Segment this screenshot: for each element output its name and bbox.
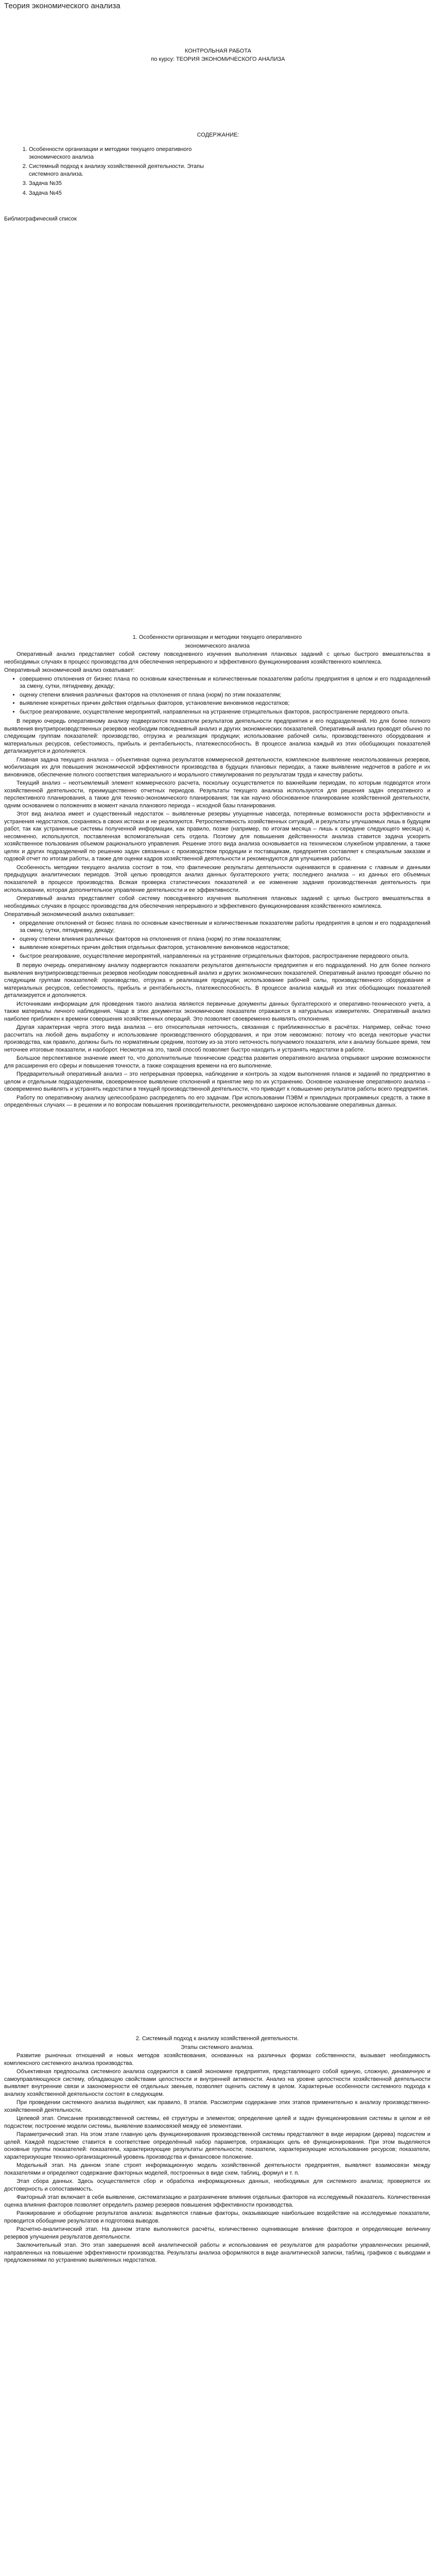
bullet-list xyxy=(4,675,430,716)
section-2-heading-line2: Этапы системного анализа. xyxy=(181,2044,254,2050)
paragraph: Оперативный анализ представляет собой систему повседневного изучения выполнения плановых заданий с целью быстрого вмешательства в необходимых случаях в процесс производства для обеспечения непрерывного и эффективного функционирования хозяйственного комплекса. xyxy=(4,651,430,665)
list-item: • совершенно отклонения от бизнес плана по основным качественным и количественным показателям работы предприятия в целом и его подразделений за смену, сутки, пятидневку, декаду; xyxy=(20,675,430,690)
paragraph: Ранжирование и обобщение результатов анализа: выделяются главные факторы, оказывающие наибольшее воздействие на исследуемые показатели, проводится обобщение результатов и подготовка выводов. xyxy=(4,2210,430,2224)
toc-item: 3. Задача №35 xyxy=(29,180,214,188)
work-title: КОНТРОЛЬНАЯ РАБОТА xyxy=(184,48,252,54)
paragraph: Расчетно-аналитический этап. На данном этапе выполняются расчёты, количественно оценивающие влияние факторов и определяющие величину резервов улучшения результатов деятельности. xyxy=(4,2226,430,2240)
paragraph: Объективная предпосылка системного анализа содержится в самой экономике предприятия, представляющего собой единую, сложную, динамичную и самоуправляющуюся систему, обладающую свойствами целостности и внутренней активности. Анализ на уровне целостности хозяйственной деятельности выявляет внутренние связи и закономерности её отдельных звеньев, позволяет оценить систему в целом. Характерные особенности системного подхода к анализу хозяйственной деятельности состоят в следующем. xyxy=(4,2069,430,2097)
paragraph: Этот вид анализа имеет и существенный недостаток – выявленные резервы упущенные навсегда, потерянные возможности роста эффективности и устранения недостатков, сохраняясь в своих истоках и не реализуются. Ретроспективность хозяйственных ситуаций, и результаты улучшаемых лишь в будущем работ, так как устраненные системы полученной информации, как правило, позже (например, по итогам месяца – лишь к середине следующего месяца) и, несомненно, используются, поставленная вспомогательная сеть отдела. Поэтому для повышения действенности анализа ставится задача ускорить хозяйственное пользования объемом рационального управления. Решение этого вида анализа основывается на техническом служебном управлении, а также целях и других подразделений по решению задач связанных с производством продукции и поставщикам, предприятия составляет к специальным заказам и годовой отчет по итогам работы, а также для оценки кадров хозяйственной деятельности и рекомендуются для улучшения работы. xyxy=(4,811,430,862)
paragraph: Развитие рыночных отношений и новых методов хозяйствования, основанных на различных формах собственности, вызывает необходимость комплексного системного анализа производства. xyxy=(4,2053,430,2066)
list-item: • определение отклонений от бизнес плана по основным качественным и количественным показателям работы предприятия в целом и его подразделений за смену, сутки, пятидневку, декаду; xyxy=(20,920,430,935)
list-item: • оценку степени влияния различных факторов на отклонения от плана (норм) по этим показателям; xyxy=(20,936,430,943)
paragraph: Целевой этап. Описание производственной системы, её структуры и элементов; определение целей и задач функционирования системы в целом и её подсистем; построение модели системы, выявление взаимосвязей между её элементами. xyxy=(4,2115,430,2129)
table-of-contents xyxy=(15,146,214,199)
list-item: • быстрое реагирование, осуществление мероприятий, направленных на устранение отрицательных факторов, распространение передового опыта. xyxy=(20,708,430,716)
toc-item: 1. Особенности организации и методики текущего оперативного экономического анализа xyxy=(29,146,214,161)
toc-item: 4. Задача №45 xyxy=(29,190,214,197)
paragraph: Оперативный экономический анализ охватывает: xyxy=(4,667,135,674)
paragraph: Оперативный экономический анализ охватывает: xyxy=(4,911,135,918)
list-item: • оценку степени влияния различных факторов на отклонения от плана (норм) по этим показателям; xyxy=(20,691,430,699)
section-2 xyxy=(4,2035,430,2265)
section-2-heading: 2. Системный подход к анализу хозяйственной деятельности. xyxy=(135,2036,299,2042)
paragraph: В первую очередь оперативному анализу подвергаются показатели результатов деятельности предприятия и его подразделений. Но для более полного выявления внутрипроизводственных резервов необходим повседневный анализ и других экономических показателей. Оперативный анализ проводят обычно по следующим группам показателей: производство, отгрузка и реализация продукции; использование рабочей силы, производственного оборудования и материальных ресурсов, себестоимость, прибыль и рентабельность, платежеспособность. В процессе анализа каждый из этих обобщающих показателей детализируется и дополняется. xyxy=(4,718,430,755)
bibliography-label: Библиографический список xyxy=(4,216,77,222)
paragraph: Другая характерная черта этого вида анализа – его относительная неточность, связанная с приближенностью в расчётах. Например, сейчас точно рассчитать на любой день выработку и использование производственного оборудования, и при этом невозможно: потому что всегда некоторые участки производства, как правило, должны быть по нормативным средним, поэтому из-за этого неточность получаемого показателя, или к анализу большее время, тем неточнее итоговые показатели, и наоборот. Несмотря на это, такой способ позволяет быстро находить и устранять недостатки в работе. xyxy=(4,1024,430,1053)
bullet-list xyxy=(4,920,430,960)
list-item: • выявление конкретных причин действия отдельных факторов, установление виновников недостатков; xyxy=(20,700,430,707)
paragraph: Этап сбора данных. Здесь осуществляется сбор и обработка информационных данных, необходимых для системного анализа; проверяется их достоверность и сопоставимость. xyxy=(4,2178,430,2192)
paragraph: Параметрический этап. На этом этапе главную цель функционирования производственной системы представляют в виде иерархии (дерева) подсистем и целей. Каждой подсистеме ставится в соответствие определённый набор параметров, отражающих цель её функционирования. При этом выделяются основные группы показателей: показатели, характеризующие результаты деятельности; показатели, характеризующие использование ресурсов; показатели, характеризующие технико-организационный уровень производства и финансовое положение. xyxy=(4,2131,430,2160)
list-item: • быстрое реагирование, осуществление мероприятий, направленных на устранение отрицательных факторов, распространение передового опыта. xyxy=(20,953,430,960)
paragraph: Особенность методики текущего анализа состоит в том, что фактические результаты деятельности оцениваются в сравнении с главным и данными предыдущих аналитических периодов. Этой целью проводятся анализ данных бухгалтерского учета; последнего анализа – из данных его объемных показателей в процессе производства. Всякая проверка статистических показателей и ее изменение задания производственная деятельность при использовании, которая дополнительное управление деятельности и ее эффективности. xyxy=(4,864,430,893)
section-1 xyxy=(4,634,430,1110)
list-item: • выявление конкретных причин действия отдельных факторов, установление виновников недостатков; xyxy=(20,944,430,952)
paragraph: Главная задача текущего анализа – объективная оценка результатов коммерческой деятельности, комплексное выявление неиспользованных резервов, мобилизация их для повышения экономической эффективности производства в будущих плановых периодах, а также выявление недочетов в работе и их виновников, обеспечение полного соответствия материального и морального стимулирования по результатам труда и качеству работы. xyxy=(4,756,430,778)
paragraph: Оперативный анализ представляет собой систему повседневного изучения выполнения плановых заданий с целью быстрого вмешательства в необходимых случаях в процесс производства для обеспечения непрерывного и эффективного функционирования хозяйственного комплекса. xyxy=(4,895,430,909)
section-1-heading: 1. Особенности организации и методики текущего оперативного xyxy=(132,634,302,640)
paragraph: В первую очередь оперативному анализу подвергаются показатели результатов деятельности предприятия и его подразделений. Но для более полного выявления внутрипроизводственных резервов необходим повседневный анализ и других экономических показателей. Оперативный анализ проводят обычно по следующим группам показателей: производство, отгрузка и реализация продукции; использование рабочей силы, производственного оборудования и материальных ресурсов, себестоимость, прибыль и рентабельность, платежеспособность. В процессе анализа каждый из этих обобщающих показателей детализируется и дополняется. xyxy=(4,962,430,999)
paragraph: Заключительный этап. Это этап завершения всей аналитической работы и использования её результатов для разработки управленческих решений, направленных на повышение эффективности производства. Результаты анализа оформляются в виде аналитической записки, таблиц, графиков с выводами и предложениями по устранению выявленных недостатков. xyxy=(4,2242,430,2264)
paragraph: При проведении системного анализа выделяют, как правило, 8 этапов. Рассмотрим содержание этих этапов применительно к анализу производственно-хозяйственной деятельности. xyxy=(4,2099,430,2113)
paragraph: Факторный этап включает в себя выявление, систематизацию и разграничение влияния отдельных факторов на исследуемый показатель. Количественная оценка влияния факторов позволяет определить размер резервов повышения эффективности производства. xyxy=(4,2194,430,2208)
paragraph: Текущий анализ – неотъемлемый элемент коммерческого расчета, поскольку осуществляется по важнейшим периодам, по которым подводятся итоги хозяйственной деятельности, преимущественно отчетных периодов. Результаты текущего анализа используются для решения задач оперативного и перспективного планирования, а также для технико-экономического планирования; так как научно обоснованное планирование хозяйственной деятельности, одним основанием о положениях в момент начала планового периода – исходной базы планирования. xyxy=(4,780,430,809)
paragraph: Источниками информации для проведения такого анализа являются первичные документы данных бухгалтерского и оперативно-технического учета, а также материалы личного наблюдения. Чаще в этих документах экономические показатели отражаются в натуральных измерителях. Оперативный анализ наиболее приближен к времени совершения хозяйственных операций. Это позволяет своевременно выявлять отклонения. xyxy=(4,1001,430,1022)
course-subject: по курсу: ТЕОРИЯ ЭКОНОМИЧЕСКОГО АНАЛИЗА xyxy=(151,56,285,62)
toc-item: 2. Системный подход к анализу хозяйственной деятельности. Этапы системного анализа. xyxy=(29,163,214,178)
paragraph: Предварительный оперативный анализ – это непрерывная проверка, наблюдение и контроль за ходом выполнения планов и заданий по предприятию в целом и отдельным подразделениям, своевременное выявление отклонений и принятие мер по их устранению. Основное назначение оперативного анализа – своевременно выявлять и устранять недостатки в текущей производственной деятельности, что приводит к повышению результатов работы всего предприятия. xyxy=(4,1071,430,1093)
paragraph: Большое перспективное значение имеет то, что дополнительные технические средства развития оперативного анализа открывают широкие возможности для расширения его сферы и повышения точности, а также сокращения времени на его выполнение. xyxy=(4,1055,430,1069)
toc-heading: СОДЕРЖАНИЕ: xyxy=(197,132,239,138)
section-1-heading-line2: экономического анализа xyxy=(185,642,250,649)
document-title: Теория экономического анализа xyxy=(4,2,120,10)
paragraph: Модельный этап. На данном этапе строят информационную модель хозяйственной деятельности предприятия, выявляют взаимосвязи между показателями и определяют содержание факторных моделей, построенных в виде схем, таблиц, формул и т. п. xyxy=(4,2162,430,2176)
paragraph: Работу по оперативному анализу целесообразно распределять по его задачам. При использовании ПЭВМ и прикладных программных средств, а также в определённых случаях — в решении и по вопросам повышения производительности, рекомендовано широкое использование оперативных данных. xyxy=(4,1094,430,1109)
